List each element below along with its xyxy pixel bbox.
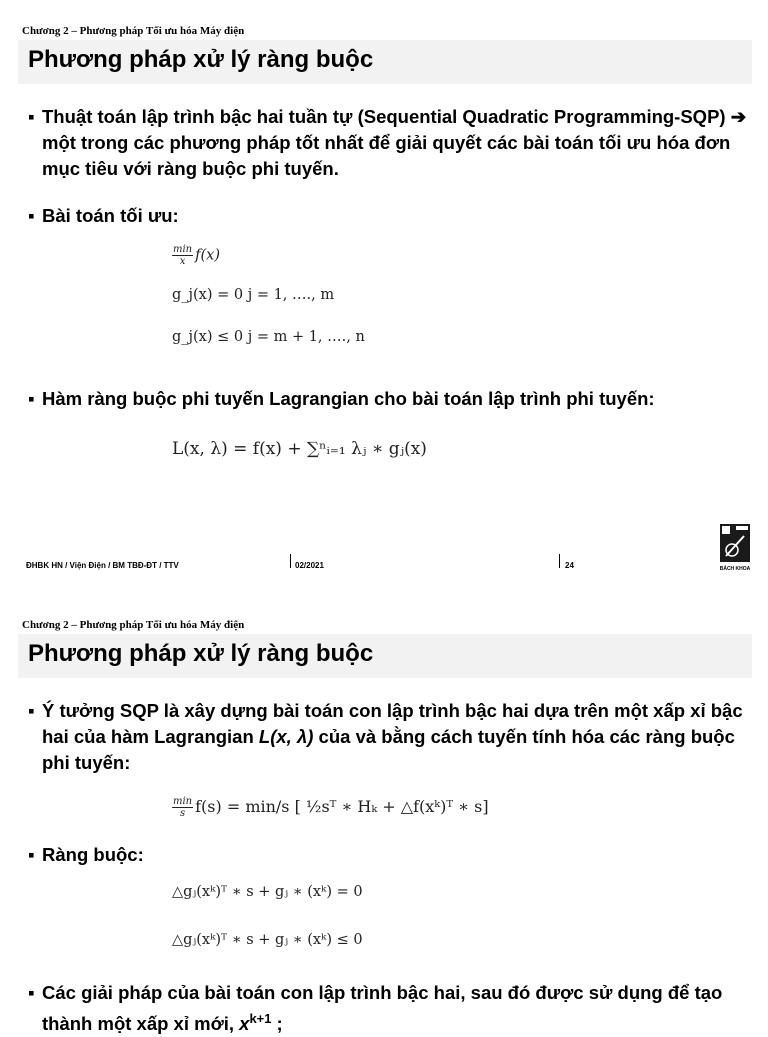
footer-divider xyxy=(559,554,560,568)
bullet-text: Bài toán tối ưu: xyxy=(42,205,179,226)
bullet-text: Hàm ràng buộc phi tuyến Lagrangian cho bài toán lập trình phi tuyến: xyxy=(42,388,655,409)
svg-text:BÁCH KHOA: BÁCH KHOA xyxy=(719,566,751,572)
bullet-lagrangian xyxy=(28,386,767,412)
bullet-superscript: k+1 xyxy=(249,1011,272,1026)
slide-title: Phương pháp xử lý ràng buộc xyxy=(28,46,374,73)
bullet-constraints xyxy=(28,842,767,868)
bullet-new-approximation: ▪ Các giải pháp của bài toán con lập trình bậc hai, sau đó được sử dụng để tạo thành một xấp xỉ mới, $x^{k+1}$ ; xyxy=(28,982,723,1035)
footer-date: 02/2021 xyxy=(295,561,324,570)
equation-equality-constraint: g_j(x) = 0 j = 1, …., m xyxy=(172,287,335,303)
min-operator: $\frac{\min}{x}$ xyxy=(173,244,193,267)
bullet-square-icon: ▪ xyxy=(28,205,35,226)
slide-title: Phương pháp xử lý ràng buộc xyxy=(28,640,374,667)
footer-organization: ĐHBK HN / Viện Điện / BM TBĐ-ĐT / TTV xyxy=(26,561,179,570)
bullet-square-icon: ▪ xyxy=(28,106,35,127)
equation-objective: $\frac{\min}{x}$ f(x) xyxy=(173,244,220,267)
chapter-header: Chương 2 – Phương pháp Tối ưu hóa Máy điện xyxy=(22,25,245,37)
min-operator: $\frac{\min}{s}$ xyxy=(173,796,193,819)
bullet-text: Ràng buộc: xyxy=(42,844,144,865)
equation-lagrangian: L(x, λ) = f(x) + ∑ⁿᵢ₌₁ λⱼ ∗ gⱼ(x) xyxy=(172,439,427,459)
equation-subproblem: $\frac{\min}{s}$ f(s) = min/s [ ½sᵀ ∗ Hₖ + △f(xᵏ)ᵀ ∗ s] xyxy=(173,796,489,819)
chapter-header: Chương 2 – Phương pháp Tối ưu hóa Máy điện xyxy=(22,619,245,631)
bullet-square-icon: ▪ xyxy=(28,700,35,721)
bullet-text: Ý tưởng SQP là xây dựng bài toán con lập trình bậc hai dựa trên một xấp xỉ bậc hai của hàm Lagrangian xyxy=(42,700,743,747)
equation-linearized-inequality: △gⱼ(xᵏ)ᵀ ∗ s + gⱼ ∗ (xᵏ) ≤ 0 xyxy=(172,932,363,948)
title-bar xyxy=(18,40,752,84)
footer-page-number: 24 xyxy=(565,561,574,570)
bullet-sqp-intro xyxy=(28,104,767,182)
equation-linearized-equality: △gⱼ(xᵏ)ᵀ ∗ s + gⱼ ∗ (xᵏ) = 0 xyxy=(172,884,363,900)
bullet-square-icon: ▪ xyxy=(28,844,35,865)
bullet-sqp-idea xyxy=(28,698,767,776)
bullet-variable: x xyxy=(239,1013,250,1035)
bullet-square-icon: ▪ xyxy=(28,982,35,1003)
slide-25 xyxy=(0,594,768,1035)
title-bar xyxy=(18,634,752,678)
bullet-text: của và bằng cách tuyến tính hóa các ràng buộc phi tuyến: xyxy=(42,726,735,773)
bullet-emphasis: L(x, λ) xyxy=(258,726,314,747)
equation-inequality-constraint: g_j(x) ≤ 0 j = m + 1, …., n xyxy=(172,329,365,345)
bullet-square-icon: ▪ xyxy=(28,388,35,409)
footer-divider xyxy=(290,554,291,568)
bullet-problem xyxy=(28,203,767,229)
bullet-text: Các giải pháp của bài toán con lập trình bậc hai, sau đó được sử dụng để tạo thành một xấp xỉ mới, xyxy=(42,982,723,1035)
bullet-text: Thuật toán lập trình bậc hai tuần tự (Sequential Quadratic Programming-SQP) ➔ một trong các phương pháp tốt nhất để giải quyết các bài toán tối ưu hóa đơn mục tiêu với ràng buộc phi tuyến. xyxy=(42,106,747,179)
bach-khoa-logo-icon xyxy=(718,522,752,574)
